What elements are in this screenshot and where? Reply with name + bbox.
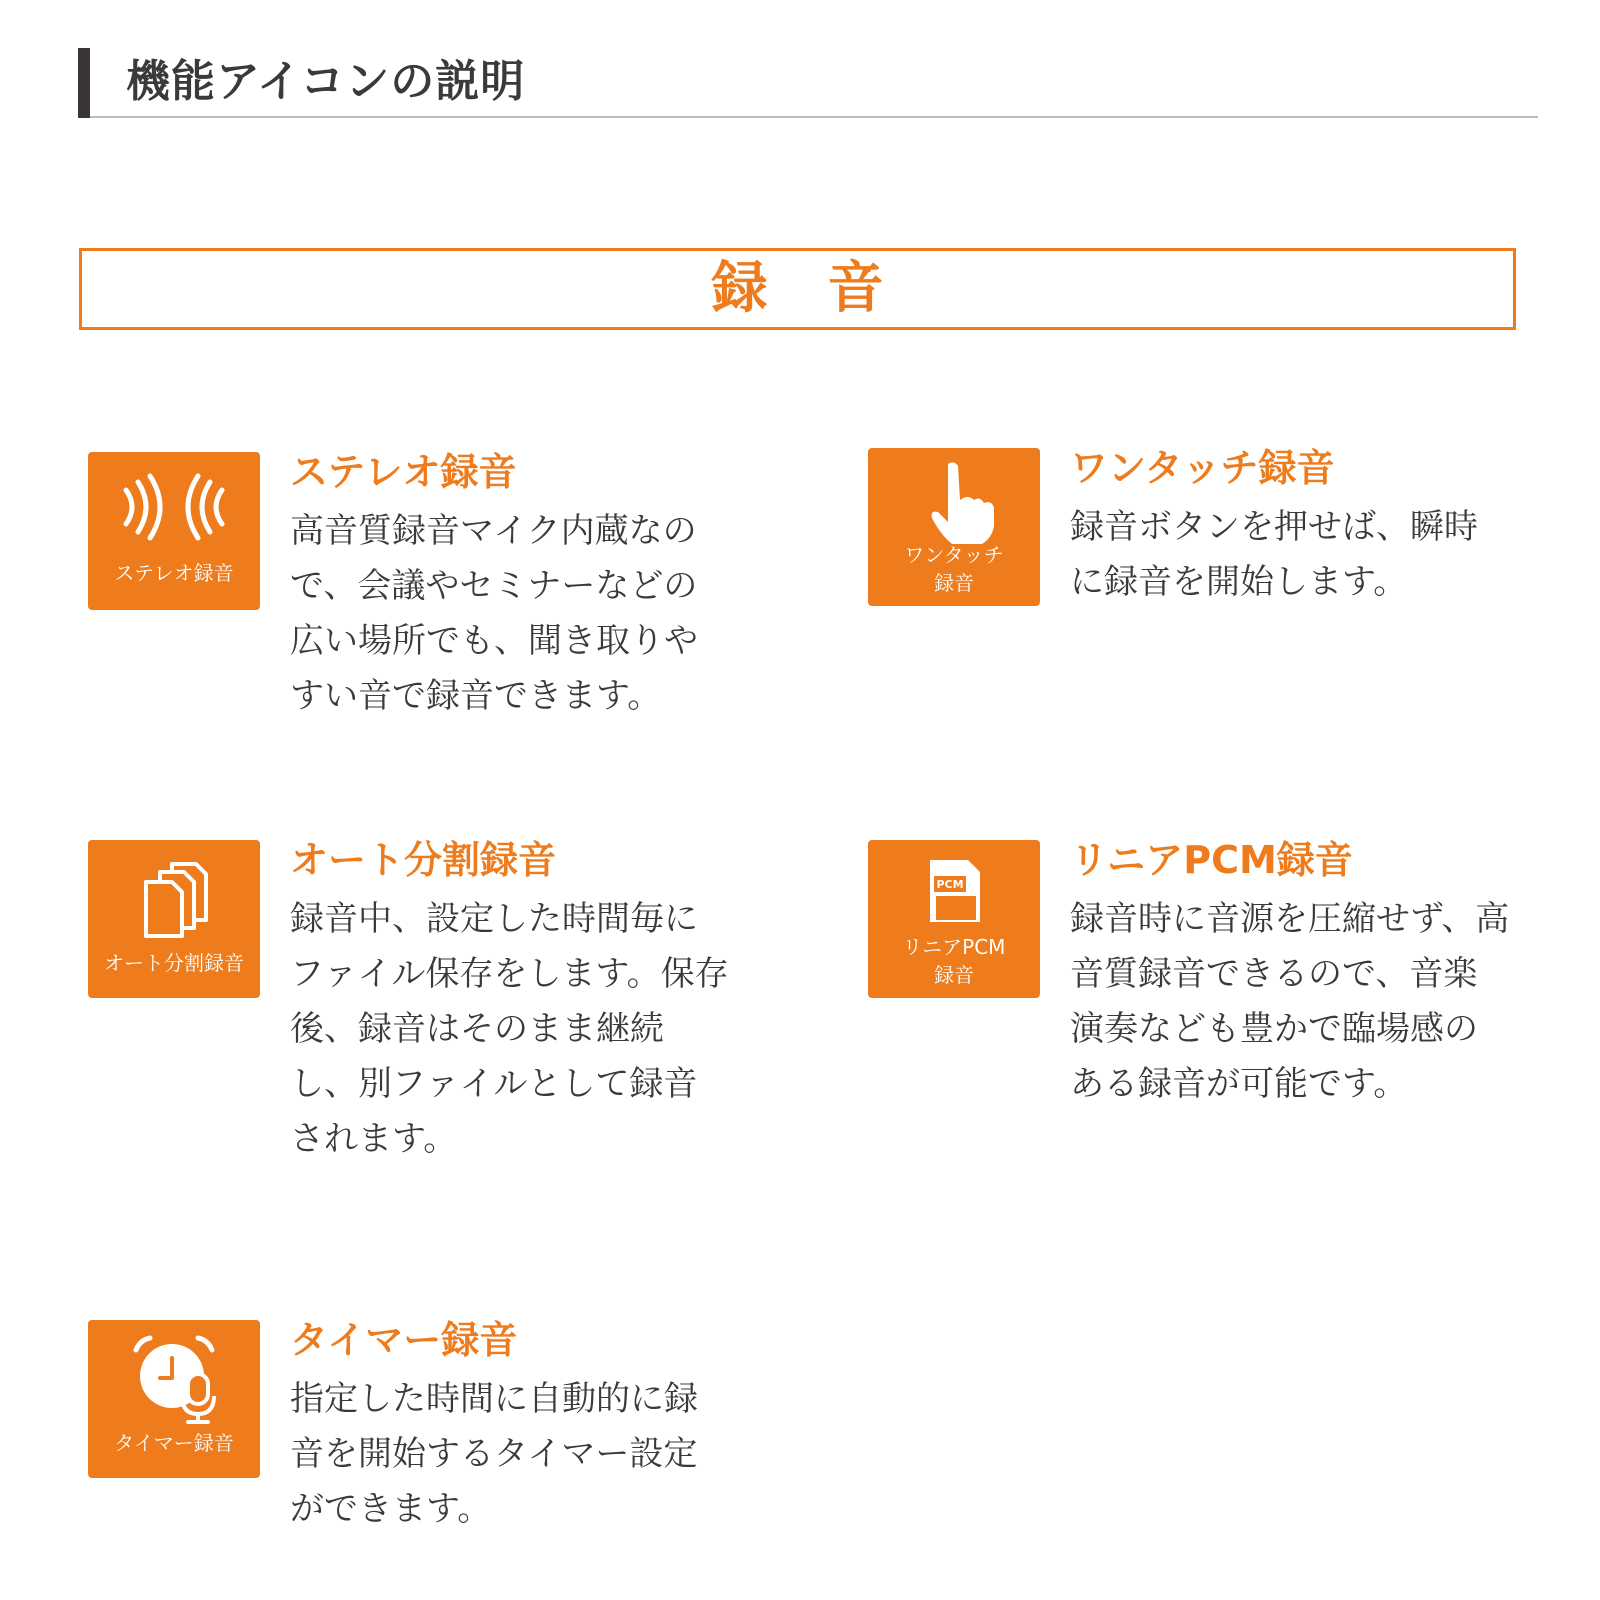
page-title: 機能アイコンの説明	[126, 56, 526, 107]
feature-description: 高音質録音マイク内蔵なので、会議やセミナーなどの広い場所でも、聞き取りやすい音で録音できます。	[290, 511, 698, 716]
stereo-recording-badge	[88, 452, 260, 610]
badge-label: タイマー録音	[114, 1431, 234, 1455]
page-header	[78, 48, 1538, 118]
badge-label: オート分割録音	[104, 951, 244, 975]
feature-description: 録音中、設定した時間毎にファイル保存をします。保存後、録音はそのまま継続し、別ファイルとして録音されます。	[290, 899, 729, 1159]
title-accent-bar	[78, 48, 90, 118]
feature-title: タイマー録音	[290, 1318, 518, 1362]
feature-title: ステレオ録音	[290, 450, 517, 494]
feature-timer-recording	[88, 1320, 748, 1550]
section-title: 録音	[711, 256, 944, 321]
pcm-icon-text: PCM	[936, 878, 964, 891]
feature-one-touch-recording	[868, 448, 1528, 648]
feature-title: ワンタッチ録音	[1070, 446, 1335, 490]
stereo-waves-icon	[88, 452, 260, 610]
badge-label-line1: リニアPCM	[902, 935, 1006, 959]
section-heading-box	[79, 248, 1516, 330]
feature-description: 録音時に音源を圧縮せず、高音質録音できるので、音楽演奏なども豊かで臨場感のある録音が可能です。	[1070, 899, 1510, 1104]
badge-label-line1: ワンタッチ	[904, 543, 1004, 567]
one-touch-recording-badge	[868, 448, 1040, 606]
title-divider	[90, 116, 1538, 118]
badge-label-line2: 録音	[934, 963, 974, 987]
timer-recording-badge	[88, 1320, 260, 1478]
feature-auto-split-recording	[88, 840, 748, 1160]
feature-title: オート分割録音	[290, 838, 557, 882]
badge-label-line2: 録音	[934, 571, 974, 595]
badge-label: ステレオ録音	[114, 561, 234, 585]
feature-stereo-recording	[88, 452, 748, 732]
auto-split-recording-badge	[88, 840, 260, 998]
feature-description: 指定した時間に自動的に録音を開始するタイマー設定ができます。	[290, 1379, 698, 1529]
linear-pcm-recording-badge	[868, 840, 1040, 998]
feature-title: リニアPCM録音	[1070, 838, 1353, 882]
feature-linear-pcm-recording	[868, 840, 1528, 1160]
feature-description: 録音ボタンを押せば、瞬時に録音を開始します。	[1070, 507, 1478, 602]
